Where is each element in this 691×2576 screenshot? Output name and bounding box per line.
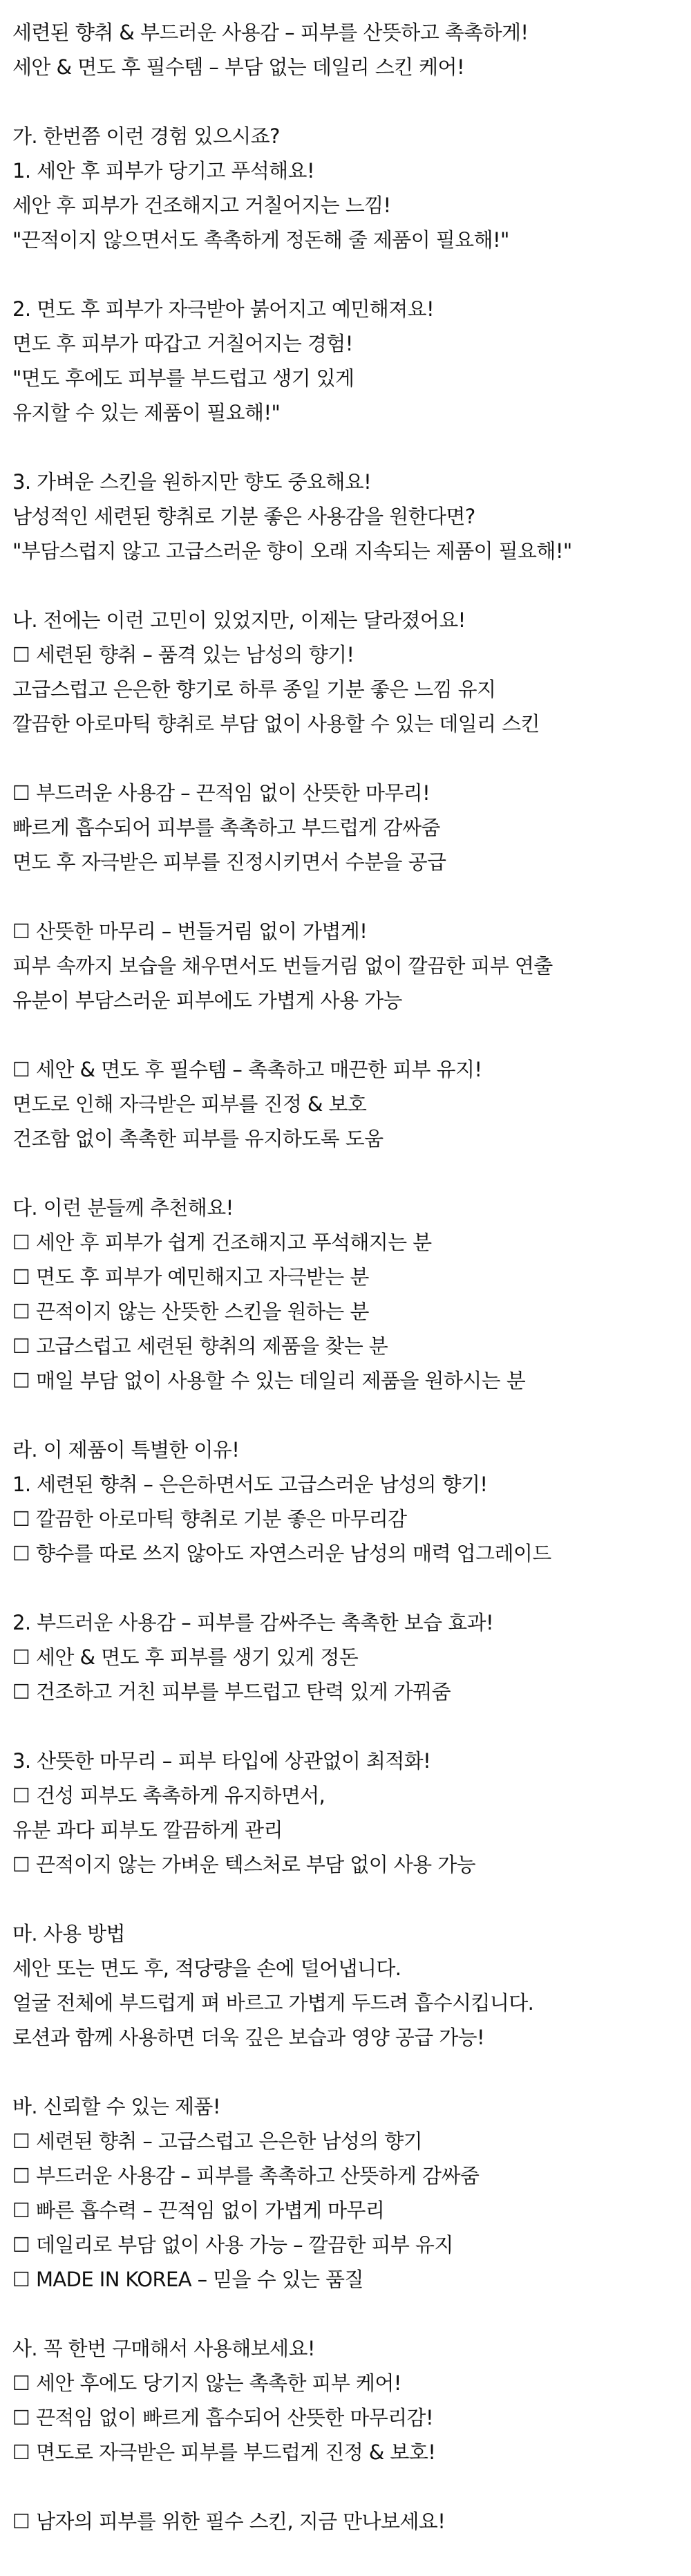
text-line: 유지할 수 있는 제품이 필요해!" — [12, 401, 281, 424]
blank-line — [12, 568, 676, 603]
text-line: 사. 꼭 한번 구매해서 사용해보세요! — [12, 2337, 315, 2360]
text-line: ☐ 세련된 향취 – 고급스럽고 은은한 남성의 향기 — [12, 2129, 423, 2153]
text-line: ☐ 빠른 흡수력 – 끈적임 없이 가볍게 마무리 — [12, 2199, 385, 2222]
text-line: ☐ 부드러운 사용감 – 끈적임 없이 산뜻한 마무리! — [12, 781, 430, 805]
text-line: 면도로 인해 자극받은 피부를 진정 & 보호 — [12, 1092, 367, 1116]
blank-line — [12, 257, 676, 292]
text-line: ☐ 세안 후 피부가 쉽게 건조해지고 푸석해지는 분 — [12, 1231, 432, 1254]
text-line: 로션과 함께 사용하면 더욱 깊은 보습과 영양 공급 가능! — [12, 2026, 485, 2049]
blank-line — [12, 879, 676, 914]
text-line: ☐ 매일 부담 없이 사용할 수 있는 데일리 제품을 원하시는 분 — [12, 1369, 526, 1392]
text-line: 유분 과다 피부도 깔끔하게 관리 — [12, 1818, 283, 1842]
text-line: ☐ 남자의 피부를 위한 필수 스킨, 지금 만나보세요! — [12, 2510, 446, 2533]
blank-line — [12, 2055, 676, 2089]
text-line: 면도 후 피부가 따갑고 거칠어지는 경험! — [12, 332, 353, 355]
text-line: ☐ 향수를 따로 쓰지 않아도 자연스러운 남성의 매력 업그레이드 — [12, 1542, 551, 1565]
text-line: 깔끔한 아로마틱 향취로 부담 없이 사용할 수 있는 데일리 스킨 — [12, 712, 540, 736]
text-line: ☐ 세안 & 면도 후 피부를 생기 있게 정돈 — [12, 1645, 359, 1669]
blank-line — [12, 84, 676, 119]
text-line: 마. 사용 방법 — [12, 1922, 125, 1945]
text-line: 2. 부드러운 사용감 – 피부를 감싸주는 촉촉한 보습 효과! — [12, 1611, 494, 1634]
text-line: 건조함 없이 촉촉한 피부를 유지하도록 도움 — [12, 1127, 384, 1150]
text-line: "면도 후에도 피부를 부드럽고 생기 있게 — [12, 366, 354, 390]
text-line: ☐ 세안 & 면도 후 필수템 – 촉촉하고 매끈한 피부 유지! — [12, 1058, 482, 1081]
text-line: ☐ 데일리로 부담 없이 사용 가능 – 깔끔한 피부 유지 — [12, 2233, 453, 2257]
text-line: ☐ 세안 후에도 당기지 않는 촉촉한 피부 케어! — [12, 2371, 401, 2395]
blank-line — [12, 1398, 676, 1432]
blank-line — [12, 2470, 676, 2504]
text-line: ☐ 건조하고 거친 피부를 부드럽고 탄력 있게 가꿔줌 — [12, 1680, 451, 1704]
blank-line — [12, 1709, 676, 1744]
text-line: 1. 세련된 향취 – 은은하면서도 고급스러운 남성의 향기! — [12, 1473, 488, 1496]
blank-line — [12, 1018, 676, 1052]
text-line: 가. 한번쯤 이런 경험 있으시죠? — [12, 124, 280, 148]
text-line: 세련된 향취 & 부드러운 사용감 – 피부를 산뜻하고 촉촉하게! — [12, 21, 529, 44]
text-line: ☐ 면도로 자극받은 피부를 부드럽게 진정 & 보호! — [12, 2440, 436, 2464]
text-line: ☐ 산뜻한 마무리 – 번들거림 없이 가볍게! — [12, 920, 368, 943]
text-line: 라. 이 제품이 특별한 이유! — [12, 1438, 240, 1462]
text-line: 세안 & 면도 후 필수템 – 부담 없는 데일리 스킨 케어! — [12, 55, 464, 79]
text-line: 2. 면도 후 피부가 자극받아 붉어지고 예민해져요! — [12, 297, 435, 321]
text-line: 유분이 부담스러운 피부에도 가볍게 사용 가능 — [12, 989, 402, 1012]
text-line: 세안 또는 면도 후, 적당량을 손에 덜어냅니다. — [12, 1957, 401, 1980]
text-line: "부담스럽지 않고 고급스러운 향이 오래 지속되는 제품이 필요해!" — [12, 539, 572, 563]
text-line: 3. 가벼운 스킨을 원하지만 향도 중요해요! — [12, 470, 372, 494]
text-line: 남성적인 세련된 향취로 기분 좋은 사용감을 원한다면? — [12, 505, 475, 528]
text-line: ☐ 끈적이지 않는 가벼운 텍스처로 부담 없이 사용 가능 — [12, 1853, 476, 1876]
text-line: 1. 세안 후 피부가 당기고 푸석해요! — [12, 159, 314, 183]
text-line: 3. 산뜻한 마무리 – 피부 타입에 상관없이 최적화! — [12, 1749, 431, 1773]
text-line: ☐ 고급스럽고 세련된 향취의 제품을 찾는 분 — [12, 1334, 388, 1358]
text-line: 바. 신뢰할 수 있는 제품! — [12, 2095, 220, 2118]
blank-line — [12, 741, 676, 776]
blank-line — [12, 1156, 676, 1191]
text-line: "끈적이지 않으면서도 촉촉하게 정돈해 줄 제품이 필요해!" — [12, 228, 509, 252]
text-line: ☐ 끈적이지 않는 산뜻한 스킨을 원하는 분 — [12, 1300, 369, 1323]
text-line: 나. 전에는 이런 고민이 있었지만, 이제는 달라졌어요! — [12, 608, 466, 632]
text-line: ☐ 깔끔한 아로마틱 향취로 기분 좋은 마무리감 — [12, 1507, 407, 1531]
text-line: ☐ 끈적임 없이 빠르게 흡수되어 산뜻한 마무리감! — [12, 2406, 434, 2429]
text-line: 세안 후 피부가 건조해지고 거칠어지는 느낌! — [12, 194, 391, 217]
text-line: ☐ MADE IN KOREA – 믿을 수 있는 품질 — [12, 2268, 363, 2291]
blank-line — [12, 1571, 676, 1605]
text-line: 피부 속까지 보습을 채우면서도 번들거림 없이 깔끔한 피부 연출 — [12, 954, 553, 978]
text-line: 고급스럽고 은은한 향기로 하루 종일 기분 좋은 느낌 유지 — [12, 678, 496, 701]
text-line: ☐ 세련된 향취 – 품격 있는 남성의 향기! — [12, 643, 354, 666]
blank-line — [12, 1882, 676, 1916]
text-line: ☐ 부드러운 사용감 – 피부를 촉촉하고 산뜻하게 감싸줌 — [12, 2164, 480, 2187]
text-line: 다. 이런 분들께 추천해요! — [12, 1196, 234, 1220]
blank-line — [12, 2297, 676, 2331]
text-line: ☐ 면도 후 피부가 예민해지고 자극받는 분 — [12, 1265, 369, 1289]
text-line: 빠르게 흡수되어 피부를 촉촉하고 부드럽게 감싸줌 — [12, 816, 440, 839]
blank-line — [12, 430, 676, 465]
text-line: 면도 후 자극받은 피부를 진정시키면서 수분을 공급 — [12, 850, 446, 874]
text-line: 얼굴 전체에 부드럽게 펴 바르고 가볍게 두드려 흡수시킵니다. — [12, 1991, 534, 2015]
product-description-document — [12, 15, 676, 2539]
text-line: ☐ 건성 피부도 촉촉하게 유지하면서, — [12, 1784, 325, 1807]
